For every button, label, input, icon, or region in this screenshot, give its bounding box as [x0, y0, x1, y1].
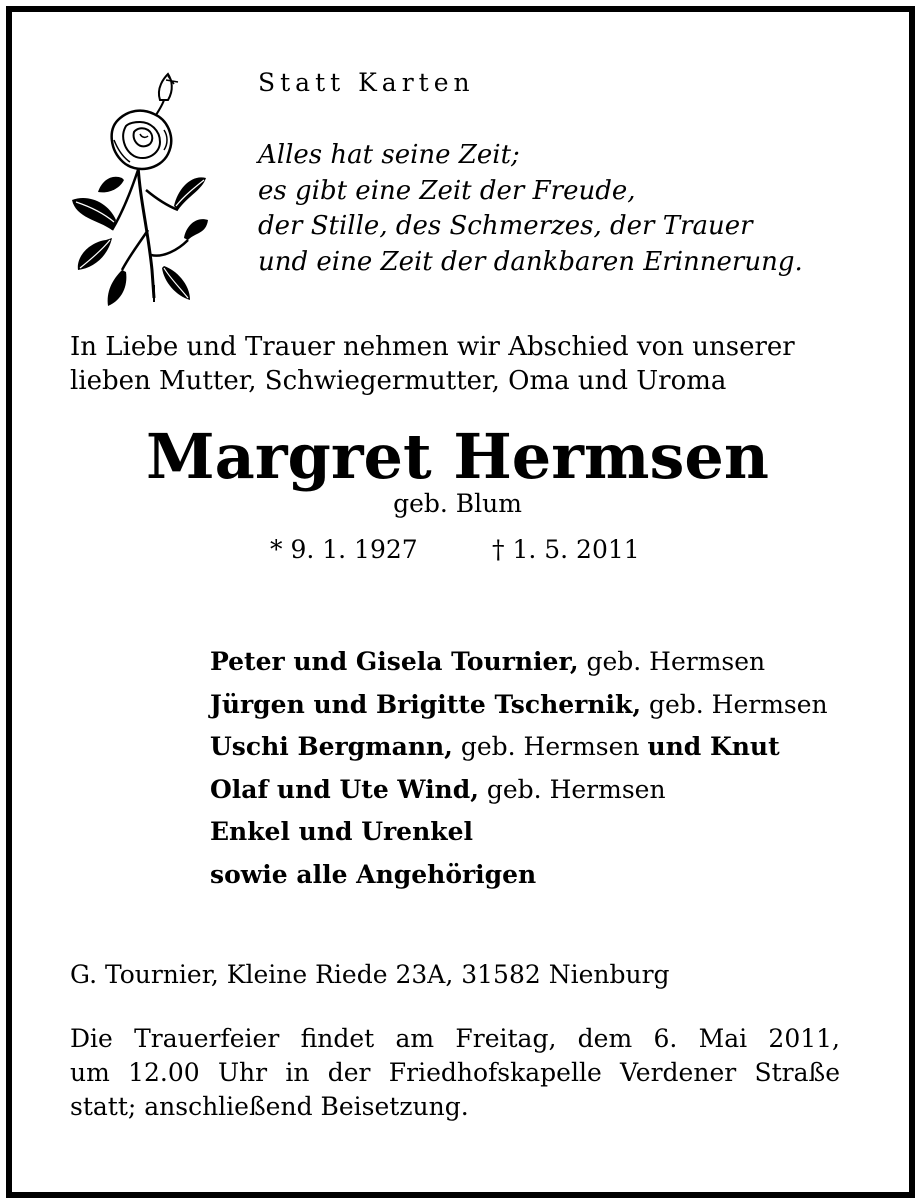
mourner-entry: [210, 811, 828, 854]
statt-karten-heading: Statt Karten: [258, 68, 475, 97]
rose-icon: [68, 70, 208, 310]
mourner-entry: [210, 769, 828, 812]
ceremony-info: [70, 1022, 840, 1124]
mourner-partner: und Knut: [647, 732, 780, 762]
motto-line: es gibt eine Zeit der Freude,: [258, 175, 636, 206]
mourner-names: Uschi Bergmann,: [210, 732, 453, 762]
mourner-note: geb. Hermsen: [641, 689, 828, 719]
mourner-names: Olaf und Ute Wind,: [210, 774, 479, 804]
motto-line: Alles hat seine Zeit;: [258, 140, 520, 170]
mourner-entry: [210, 684, 828, 727]
mourner-names: Peter und Gisela Tournier,: [210, 647, 579, 676]
mourner-note: geb. Hermsen: [452, 732, 648, 762]
life-dates: [270, 534, 640, 566]
ceremony-line: statt; anschließend Beisetzung.: [70, 1092, 469, 1121]
ceremony-line: Die Trauerfeier findet am Freitag, dem 6. Mai 2011,: [70, 1024, 840, 1053]
motto-verse: [258, 138, 803, 280]
mourner-note: geb. Hermsen: [578, 647, 766, 676]
motto-line: der Stille, des Schmerzes, der Trauer: [258, 211, 753, 241]
mourner-entry: [210, 726, 828, 769]
motto-line: und eine Zeit der dankbaren Erinnerung.: [258, 246, 803, 277]
death-date: † 1. 5. 2011: [492, 535, 640, 564]
mourner-names: sowie alle Angehörigen: [210, 859, 537, 889]
birth-date: * 9. 1. 1927: [270, 535, 418, 564]
mourners-list: [210, 641, 828, 897]
intro-line: In Liebe und Trauer nehmen wir Abschied von unserer: [70, 332, 795, 362]
intro-text: [70, 330, 795, 398]
mourner-names: Enkel und Urenkel: [210, 817, 473, 847]
deceased-name: Margret Hermsen: [146, 420, 769, 493]
family-address: G. Tournier, Kleine Riede 23A, 31582 Nienburg: [70, 960, 670, 989]
intro-line: lieben Mutter, Schwiegermutter, Oma und Uroma: [70, 366, 727, 396]
ceremony-line: um 12.00 Uhr in der Friedhofskapelle Verdener Straße: [70, 1058, 840, 1087]
mourner-entry: [210, 854, 828, 897]
mourner-names: Jürgen und Brigitte Tschernik,: [210, 689, 642, 719]
birth-name: geb. Blum: [393, 489, 522, 518]
mourner-entry: [210, 641, 828, 684]
mourner-note: geb. Hermsen: [478, 774, 666, 804]
